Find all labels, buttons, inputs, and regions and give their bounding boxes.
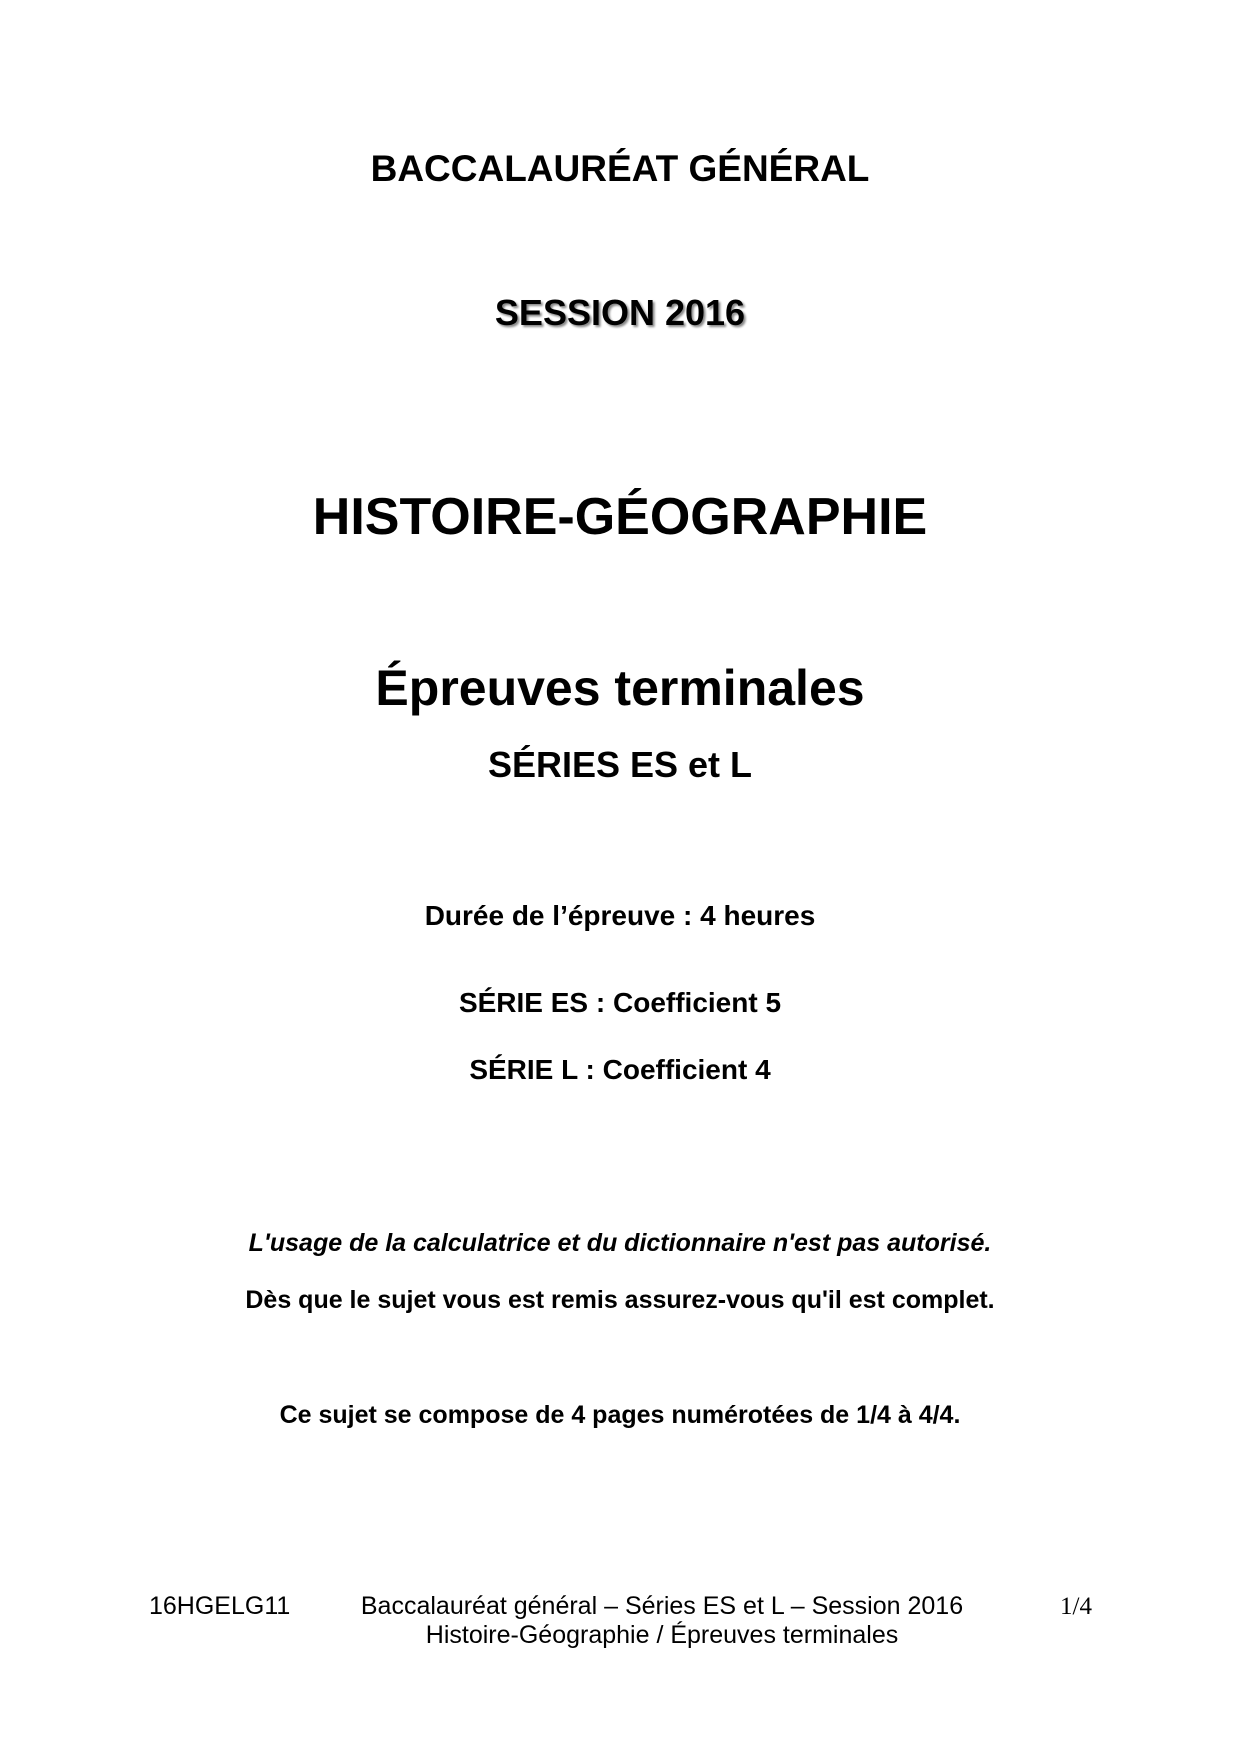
series: SÉRIES ES et L bbox=[487, 744, 753, 785]
coefficient-es: SÉRIE ES : Coefficient 5 bbox=[458, 987, 782, 1018]
footer-code: 16HGELG11 bbox=[149, 1592, 291, 1620]
coefficient-l: SÉRIE L : Coefficient 4 bbox=[469, 1054, 771, 1085]
calculator-notice: L'usage de la calculatrice et du dictionnaire n'est pas autorisé. bbox=[248, 1229, 992, 1257]
page-number: 1/4 bbox=[1060, 1593, 1092, 1620]
completeness-notice: Dès que le sujet vous est remis assurez-vous qu'il est complet. bbox=[245, 1286, 995, 1314]
pages-notice: Ce sujet se compose de 4 pages numérotées de 1/4 à 4/4. bbox=[279, 1401, 961, 1429]
duration: Durée de l’épreuve : 4 heures bbox=[424, 900, 816, 931]
footer-line1: Baccalauréat général – Séries ES et L – Session 2016 bbox=[360, 1592, 964, 1620]
footer-line2: Histoire-Géographie / Épreuves terminales bbox=[425, 1621, 899, 1649]
exam-type: Épreuves terminales bbox=[375, 660, 865, 716]
exam-title: BACCALAURÉAT GÉNÉRAL bbox=[370, 148, 870, 189]
subject-title: HISTOIRE-GÉOGRAPHIE bbox=[312, 488, 928, 546]
session-title: SESSION 2016 bbox=[494, 292, 746, 333]
